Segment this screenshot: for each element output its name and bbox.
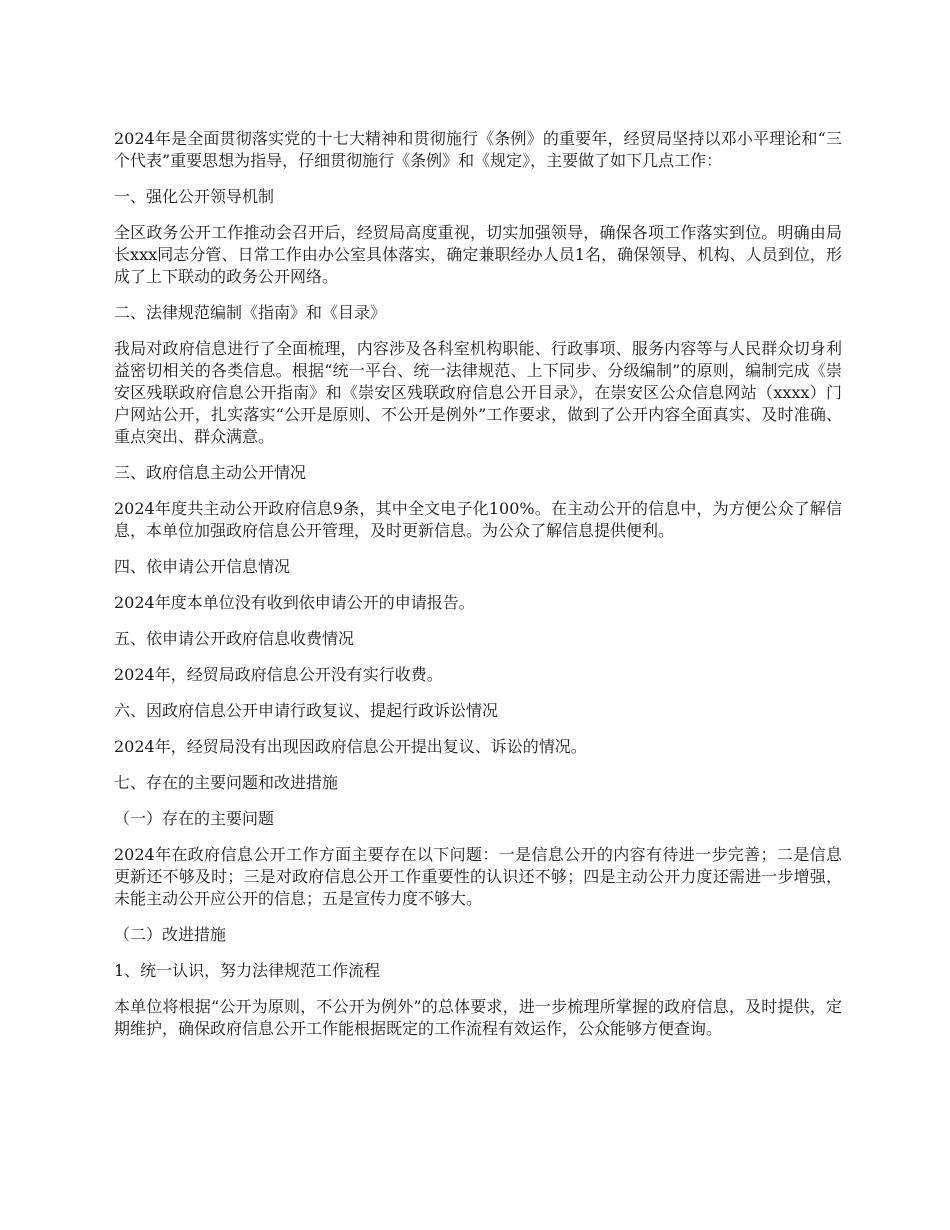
section-heading-4: 四、依申请公开信息情况 (114, 557, 291, 576)
section-4-paragraph: 2024年度本单位没有收到依申请公开的申请报告。 (114, 593, 475, 612)
section-3-paragraph: 2024年度共主动公开政府信息9条，其中全文电子化100%。在主动公开的信息中，为方便公众了解信息，本单位加强政府信息公开管理，及时更新信息。为公众了解信息提供便利。 (114, 499, 842, 540)
section-heading-2: 二、法律规范编制《指南》和《目录》 (114, 303, 387, 322)
section-heading-3: 三、政府信息主动公开情况 (114, 463, 307, 482)
section-1-paragraph: 全区政务公开工作推动会召开后，经贸局高度重视，切实加强领导，确保各项工作落实到位。明确由局长xxx同志分管、日常工作由办公室具体落实，确定兼职经办人员1名，确保领导、机构、人员到位，形成了上下联动的政务公开网络。 (114, 223, 842, 286)
intro-paragraph: 2024年是全面贯彻落实党的十七大精神和贯彻施行《条例》的重要年，经贸局坚持以邓小平理论和“三个代表”重要思想为指导，仔细贯彻施行《条例》和《规定》，主要做了如下几点工作： (114, 129, 842, 170)
section-6-paragraph: 2024年，经贸局没有出现因政府信息公开提出复议、诉讼的情况。 (114, 737, 587, 756)
section-heading-6: 六、因政府信息公开申请行政复议、提起行政诉讼情况 (114, 701, 499, 720)
section-5-paragraph: 2024年，经贸局政府信息公开没有实行收费。 (114, 665, 443, 684)
subsection-heading-problems: （一）存在的主要问题 (114, 809, 275, 828)
document-body (114, 128, 842, 1054)
section-heading-7: 七、存在的主要问题和改进措施 (114, 773, 339, 792)
section-2-paragraph: 我局对政府信息进行了全面梳理，内容涉及各科室机构职能、行政事项、服务内容等与人民群众切身利益密切相关的各类信息。根据“统一平台、统一法律规范、上下同步、分级编制”的原则，编制完成《崇安区残联政府信息公开指南》和《崇安区残联政府信息公开目录》，在崇安区公众信息网站（xxxx）门户网站公开，扎实落实“公开是原则、不公开是例外”工作要求，做到了公开内容全面真实、及时准确、重点突出、群众满意。 (114, 339, 842, 446)
section-heading-5: 五、依申请公开政府信息收费情况 (114, 629, 355, 648)
measure-heading-1: 1、统一认识，努力法律规范工作流程 (114, 961, 381, 980)
section-heading-1: 一、强化公开领导机制 (114, 187, 275, 206)
problems-paragraph: 2024年在政府信息公开工作方面主要存在以下问题：一是信息公开的内容有待进一步完善；二是信息更新还不够及时；三是对政府信息公开工作重要性的认识还不够；四是主动公开力度还需进一步增强，未能主动公开应公开的信息；五是宣传力度不够大。 (114, 845, 842, 908)
subsection-heading-measures: （二）改进措施 (114, 925, 227, 944)
measure-1-paragraph: 本单位将根据“公开为原则，不公开为例外”的总体要求，进一步梳理所掌握的政府信息，及时提供，定期维护，确保政府信息公开工作能根据既定的工作流程有效运作，公众能够方便查询。 (114, 997, 842, 1038)
